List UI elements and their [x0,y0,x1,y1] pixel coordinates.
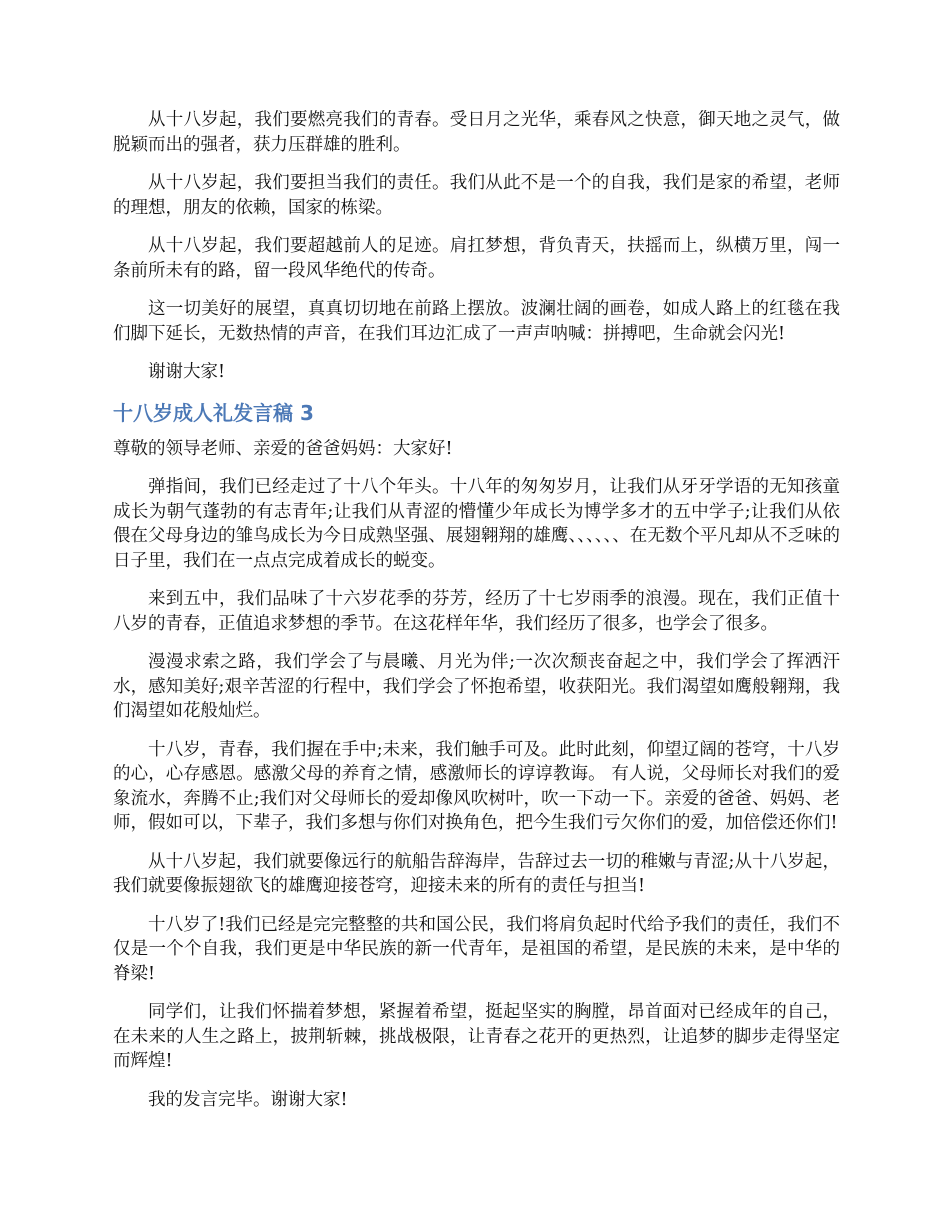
paragraph: 这一切美好的展望，真真切切地在前路上摆放。波澜壮阔的画卷，如成人路上的红毯在我们脚下延长，无数热情的声音，在我们耳边汇成了一声声呐喊：拼搏吧，生命就会闪光! [113,299,840,344]
paragraph: 十八岁了!我们已经是完完整整的共和国公民，我们将肩负起时代给予我们的责任，我们不仅是一个个自我，我们更是中华民族的新一代青年，是祖国的希望，是民族的未来，是中华的脊梁! [113,914,840,984]
paragraph: 从十八岁起，我们要担当我们的责任。我们从此不是一个的自我，我们是家的希望，老师的理想，朋友的依赖，国家的栋梁。 [113,173,840,218]
paragraph: 同学们，让我们怀揣着梦想，紧握着希望，挺起坚实的胸膛，昂首面对已经成年的自己，在未来的人生之路上，披荆斩棘，挑战极限，让青春之花开的更热烈，让追梦的脚步走得坚定而辉煌! [113,1002,840,1071]
paragraph: 从十八岁起，我们要超越前人的足迹。肩扛梦想，背负青天，扶摇而上，纵横万里，闯一条前所未有的路，留一段风华绝代的传奇。 [113,236,840,281]
paragraph: 弹指间，我们已经走过了十八个年头。十八年的匆匆岁月，让我们从牙牙学语的无知孩童成长为朝气蓬勃的有志青年;让我们从青涩的懵懂少年成长为博学多才的五中学子;让我们从依偎在父母身边的雏鸟成长为今日成熟坚强、展翅翱翔的雄鹰、、、、、、在无数个平凡却从不乏味的日子里，我们在一点点完成着成长的蜕变。 [113,477,840,571]
paragraph: 来到五中，我们品味了十六岁花季的芬芳，经历了十七岁雨季的浪漫。现在，我们正值十八岁的青春，正值追求梦想的季节。在这花样年华，我们经历了很多，也学会了很多。 [113,589,840,634]
greeting: 尊敬的领导老师、亲爱的爸爸妈妈：大家好! [113,438,453,459]
section-title: 十八岁成人礼发言稿 3 [113,400,314,425]
document-page [113,108,840,1126]
paragraph: 从十八岁起，我们就要像远行的航船告辞海岸，告辞过去一切的稚嫩与青涩;从十八岁起，我们就要像振翅欲飞的雄鹰迎接苍穹，迎接未来的所有的责任与担当! [113,851,840,896]
paragraph: 从十八岁起，我们要燃亮我们的青春。受日月之光华，乘春风之快意，御天地之灵气，做脱颖而出的强者，获力压群雄的胜利。 [113,110,840,155]
paragraph: 漫漫求索之路，我们学会了与晨曦、月光为伴;一次次颓丧奋起之中，我们学会了挥洒汗水，感知美好;艰辛苦涩的行程中，我们学会了怀抱希望，收获阳光。我们渴望如鹰般翱翔，我们渴望如花般灿烂。 [113,652,840,721]
paragraph: 我的发言完毕。谢谢大家! [148,1089,348,1110]
paragraph: 十八岁，青春，我们握在手中;未来，我们触手可及。此时此刻，仰望辽阔的苍穹，十八岁的心，心存感恩。感激父母的养育之情，感激师长的谆谆教诲。 有人说，父母师长对我们的爱象流水，奔腾不止;我们对父母师长的爱却像风吹树叶，吹一下动一下。亲爱的爸爸、妈妈、老师，假如可以，下辈子，我们多想与你们对换角色，把今生我们亏欠你们的爱，加倍偿还你们! [113,739,840,833]
paragraph: 谢谢大家! [148,362,226,382]
